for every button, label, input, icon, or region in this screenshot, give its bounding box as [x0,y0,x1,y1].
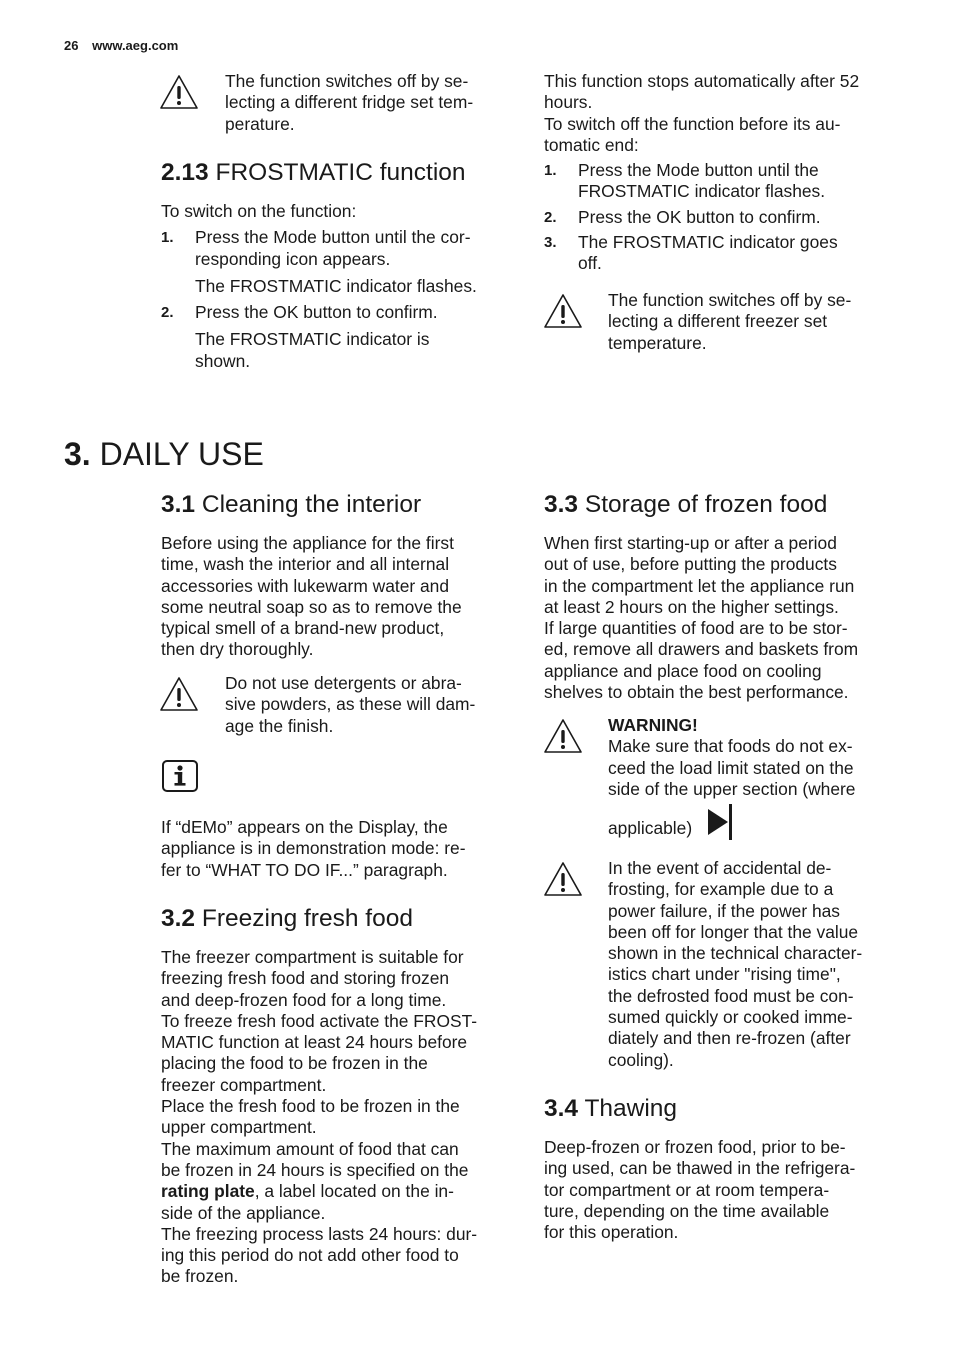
text-line: at least 2 hours on the higher settings. [544,596,839,617]
text-line: lecting a different freezer set [608,311,828,332]
text-line: Press the Mode button until the [578,160,819,181]
warning-icon [543,292,583,330]
text-line: appliance is in demonstration mode: re- [161,838,466,859]
text-line: tor compartment or at room tempera- [544,1179,830,1200]
section-number: 3.1 [161,491,196,518]
warning-title: WARNING! [608,715,698,735]
text-line: cooling). [608,1049,674,1070]
section-title: Freezing fresh food [201,905,413,932]
text-line: The FROSTMATIC indicator is [195,329,430,350]
warning-icon [543,717,583,755]
fridge-warning-text [225,71,515,135]
text-line: be frozen in 24 hours is specified on the [161,1159,469,1180]
text-line: If large quantities of food are to be stor- [544,618,848,639]
text-line: The freezer compartment is suitable for [161,947,464,967]
load-limit-warning [608,715,908,800]
text-line: ture, depending on the time available [544,1200,830,1221]
chapter-title: DAILY USE [99,436,264,472]
warning-icon [159,675,199,713]
text-line: sive powders, as these will dam- [225,694,476,715]
frostmatic-on-block [161,201,516,372]
step-result: The FROSTMATIC indicator flashes. [195,275,477,296]
text-line: time, wash the interior and all internal [161,554,450,575]
text-line: placing the food to be frozen in the [161,1053,428,1074]
text-line: tomatic end: [544,134,639,155]
frostmatic-off-block [544,71,904,275]
text-line: The function switches off by se- [225,71,469,91]
section-number: 3.3 [544,491,579,518]
defrost-warning-text [608,858,908,1071]
text-line: shown. [195,350,251,371]
text-line: To switch off the function before its au- [544,113,841,134]
text-line: The function switches off by se- [608,290,852,310]
section-heading-3-2 [161,904,413,934]
rating-plate-term: rating plate [161,1181,255,1202]
text-line: upper compartment. [161,1117,317,1138]
text-line [161,1181,521,1202]
text-line: sumed quickly or cooked imme- [608,1007,853,1028]
text-line: MATIC function at least 24 hours before [161,1032,468,1053]
text-line: temperature. [608,332,707,353]
freezer-warning-text [608,290,908,354]
text-line: ed, remove all drawers and baskets from [544,639,859,660]
text-line: Press the Mode button until the cor- [195,227,471,248]
text-line: This function stops automatically after 52 [544,71,860,91]
thawing-paragraph [544,1137,914,1243]
section-number: 3.4 [544,1095,579,1122]
text-line: freezer compartment. [161,1074,327,1095]
text-line: The freezing process lasts 24 hours: dur- [161,1223,478,1244]
step-result [161,329,516,372]
section-heading-3-3 [544,490,827,520]
cleaning-paragraph [161,533,516,661]
text-line: ceed the load limit stated on the [608,757,854,778]
freezing-paragraph [161,947,521,1288]
text-line: power failure, if the power has [608,900,840,921]
text-line: off. [578,253,602,274]
warning-icon [159,73,199,111]
text-line: fer to “WHAT TO DO IF...” paragraph. [161,859,448,880]
text-line: ing used, can be thawed in the refrigera- [544,1158,856,1179]
section-heading-3-4 [544,1094,677,1124]
section-title: Thawing [584,1095,678,1122]
text-line: some neutral soap so as to remove the [161,596,462,617]
text-line: FROSTMATIC indicator flashes. [578,181,826,202]
website: www.aeg.com [92,38,179,53]
load-limit-symbol-icon [706,803,734,841]
applicable-text: applicable) [608,818,693,838]
text-line: and deep-frozen food for a long time. [161,989,447,1010]
text-line: To freeze fresh food activate the FROST- [161,1010,478,1031]
text-line: Deep-frozen or frozen food, prior to be- [544,1137,846,1157]
text-line: then dry thoroughly. [161,639,314,660]
warning-icon [543,860,583,898]
demo-info-text [161,817,521,881]
list-number: 3. [544,234,557,252]
text-line: age the finish. [225,715,334,736]
text-line: typical smell of a brand-new product, [161,618,445,639]
text-line: been off for longer that the value [608,921,859,942]
list-item [544,207,904,228]
section-title: Cleaning the interior [201,491,422,518]
text-line: When first starting-up or after a period [544,533,837,553]
section-heading-3-1 [161,490,421,520]
intro-text: To switch on the function: [161,201,357,221]
text-line: Press the OK button to confirm. [195,302,438,323]
text-line: be frozen. [161,1266,239,1287]
detergent-warning-text [225,673,515,737]
text-line: In the event of accidental de- [608,858,832,878]
list-item [161,302,516,323]
page-number: 26 [64,38,79,53]
section-number: 2.13 [161,159,209,186]
text-line: If “dEMo” appears on the Display, the [161,817,448,837]
section-heading-2-13 [161,158,466,188]
section-title: FROSTMATIC function [215,159,466,186]
chapter-number: 3. [64,436,91,472]
text-line: the defrosted food must be con- [608,985,854,1006]
text-line: side of the appliance. [161,1202,326,1223]
text-line: shelves to obtain the best performance. [544,682,849,703]
list-number: 1. [544,162,557,180]
text-line: Press the OK button to confirm. [578,206,821,227]
section-title: Storage of frozen food [584,491,828,518]
list-number: 1. [161,229,174,247]
list-number: 2. [544,208,557,226]
text-line: in the compartment let the appliance run [544,575,855,596]
text-line: for this operation. [544,1222,679,1243]
list-item [544,232,904,275]
text-line: Before using the appliance for the first [161,533,454,553]
section-number: 3.2 [161,905,196,932]
text-line: istics chart under "rising time", [608,964,841,985]
chapter-heading [64,435,264,473]
text-line: side of the upper section (where [608,778,856,799]
text-line: frosting, for example due to a [608,879,834,900]
list-number: 2. [161,304,174,322]
text-line: diately and then re-frozen (after [608,1028,851,1049]
text-line: Make sure that foods do not ex- [608,736,853,757]
text-line: out of use, before putting the products [544,554,837,575]
text-line: Do not use detergents or abra- [225,673,462,693]
text-line: hours. [544,92,593,113]
page-header [64,38,178,53]
info-icon [162,760,198,792]
text-line: lecting a different fridge set tem- [225,92,474,113]
text-line: ing this period do not add other food to [161,1245,459,1266]
text-line: appliance and place food on cooling [544,660,822,681]
text-line: perature. [225,113,295,134]
list-item [544,160,904,203]
storage-paragraph [544,533,914,703]
text-line: shown in the technical character- [608,943,863,964]
text-line: The maximum amount of food that can [161,1138,459,1159]
list-item [161,227,516,270]
text-line: responding icon appears. [195,248,391,269]
text-line: freezing fresh food and storing frozen [161,968,450,989]
text-line: Place the fresh food to be frozen in the [161,1096,460,1117]
text-line: The FROSTMATIC indicator goes [578,232,838,253]
text-line: accessories with lukewarm water and [161,575,450,596]
text-fragment: , a label located on the in- [254,1181,454,1202]
